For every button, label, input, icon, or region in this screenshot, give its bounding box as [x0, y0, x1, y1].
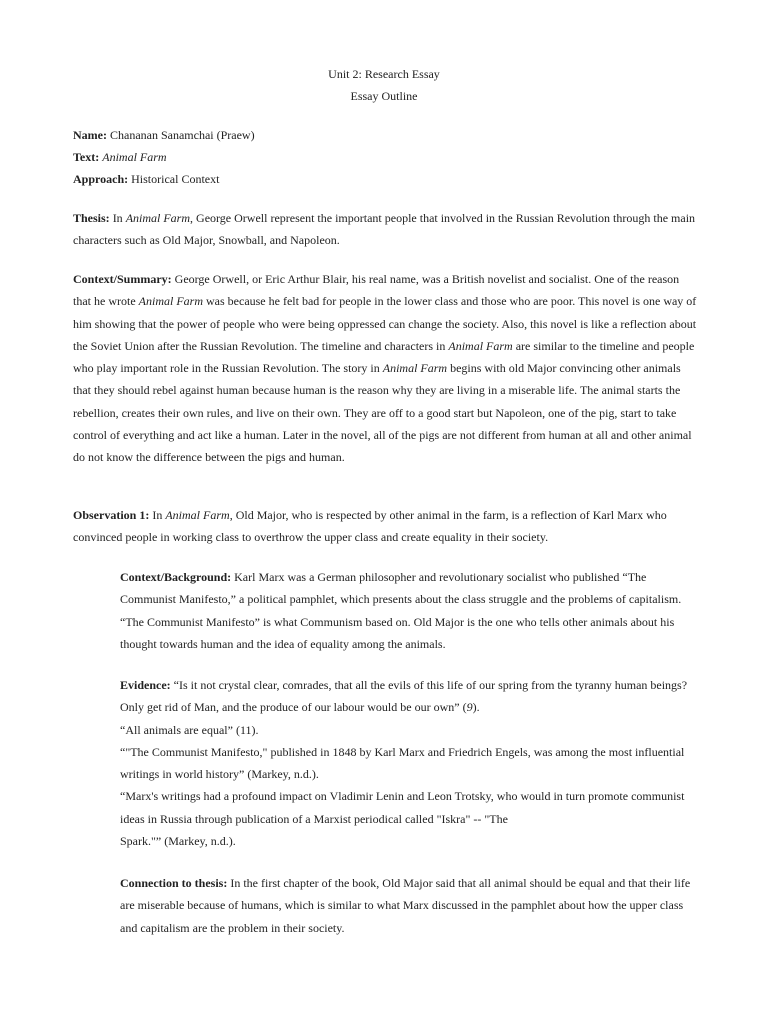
context-part-1: George Orwell, or Eric Arthur Blair, his real name, was a British novelist and socialist. One of the reason that he wrote — [73, 272, 680, 309]
evidence-quote-3: “"The Communist Manifesto," published in 1848 by Karl Marx and Friedrich Engels, was among the most influential writings in world history” (Markey, n.d.). — [120, 744, 685, 782]
text-line — [73, 150, 167, 165]
evidence-quote-2: “All animals are equal” (11). — [120, 722, 259, 737]
approach-value: Historical Context — [131, 172, 220, 186]
observation-1-in: In — [152, 508, 163, 522]
evidence-quote-1 — [120, 674, 698, 719]
connection-label: Connection to thesis: — [120, 876, 228, 890]
context-background-label: Context/Background: — [120, 570, 232, 584]
evidence-quote-4-line-2: Spark."” (Markey, n.d.). — [120, 834, 236, 849]
approach-label: Approach: — [73, 172, 129, 186]
name-line — [73, 128, 255, 143]
context-summary-paragraph — [73, 268, 698, 469]
evidence-block — [120, 674, 698, 852]
evidence-quote-1-end: ). — [472, 700, 480, 715]
document-subtitle: Essay Outline — [350, 89, 418, 103]
context-title-2: Animal Farm — [448, 338, 513, 353]
context-summary-label: Context/Summary: — [73, 272, 172, 286]
context-background-body: Karl Marx was a German philosopher and revolutionary socialist who published “The Communist Manifesto,” a political pamphlet, which presents about the class struggle and the problems of capitalism. “The Communist Manifesto” is what Communism based on. Old Major is the one who tells other animals about his thought towards human and the idea of equality among the animals. — [120, 570, 682, 651]
thesis-body: , George Orwell represent the important people that involved in the Russian Revolution through the main characters such as Old Major, Snowball, and Napoleon. — [73, 211, 696, 248]
connection-body: In the first chapter of the book, Old Major said that all animal should be equal and that their life are miserable because of humans, which is similar to what Marx discussed in the pamphlet about how the upper class and capitalism are the problem in their society. — [120, 876, 691, 935]
text-value: Animal Farm — [102, 150, 167, 164]
context-background-paragraph — [120, 566, 698, 655]
context-part-4: begins with old Major convincing other animals that they should rebel against human because human is the reason why they are living in a miserable life. The animal starts the rebellion, creates their own rules, and live on their own. They are off to a good start but Napoleon, one of the pig, start to take control of everything and act like a human. Later in the novel, all of the pigs are not different from human at all and other animal do not know the difference between the pigs and human. — [73, 361, 692, 465]
text-label: Text: — [73, 150, 100, 164]
evidence-label: Evidence: — [120, 678, 171, 692]
observation-1-title: Animal Farm — [165, 508, 230, 522]
observation-1-label: Observation 1: — [73, 508, 150, 522]
context-part-2: was because he felt bad for people in the lower class and those who are poor. This novel is one way of him showing that the power of people who were being oppressed can change the society. Also, this novel is like a reflection about the Soviet Union after the Russian Revolution. The timeline and characters in — [73, 294, 697, 353]
thesis-label: Thesis: — [73, 211, 110, 225]
evidence-quote-1-text: “Is it not crystal clear, comrades, that all the evils of this life of our spring from the tyranny human beings? Only get rid of Man, and the produce of our labour would be our own” ( — [120, 678, 688, 715]
context-title-1: Animal Farm — [138, 294, 203, 309]
observation-1-paragraph — [73, 504, 698, 549]
approach-line — [73, 172, 219, 187]
connection-paragraph — [120, 872, 698, 939]
name-label: Name: — [73, 128, 107, 142]
thesis-paragraph — [73, 207, 698, 252]
context-title-3: Animal Farm — [382, 361, 448, 376]
thesis-in: In — [112, 211, 123, 225]
thesis-title: Animal Farm — [125, 211, 191, 225]
document-unit-heading: Unit 2: Research Essay — [328, 67, 440, 81]
evidence-quote-4-line-1: “Marx's writings had a profound impact on Vladimir Lenin and Leon Trotsky, who would in turn promote communist ideas in Russia through publication of a Marxist periodical called "Iskra" -- "The — [120, 789, 685, 826]
evidence-quote-1-page: 9 — [466, 700, 473, 715]
context-part-3: are similar to the timeline and people who play important role in the Russian Revolution. The story in — [73, 338, 695, 376]
observation-1-body: , Old Major, who is respected by other animal in the farm, is a reflection of Karl Marx who convinced people in working class to overthrow the upper class and create equality in their society. — [73, 508, 667, 545]
name-value: Chananan Sanamchai (Praew) — [109, 128, 255, 142]
